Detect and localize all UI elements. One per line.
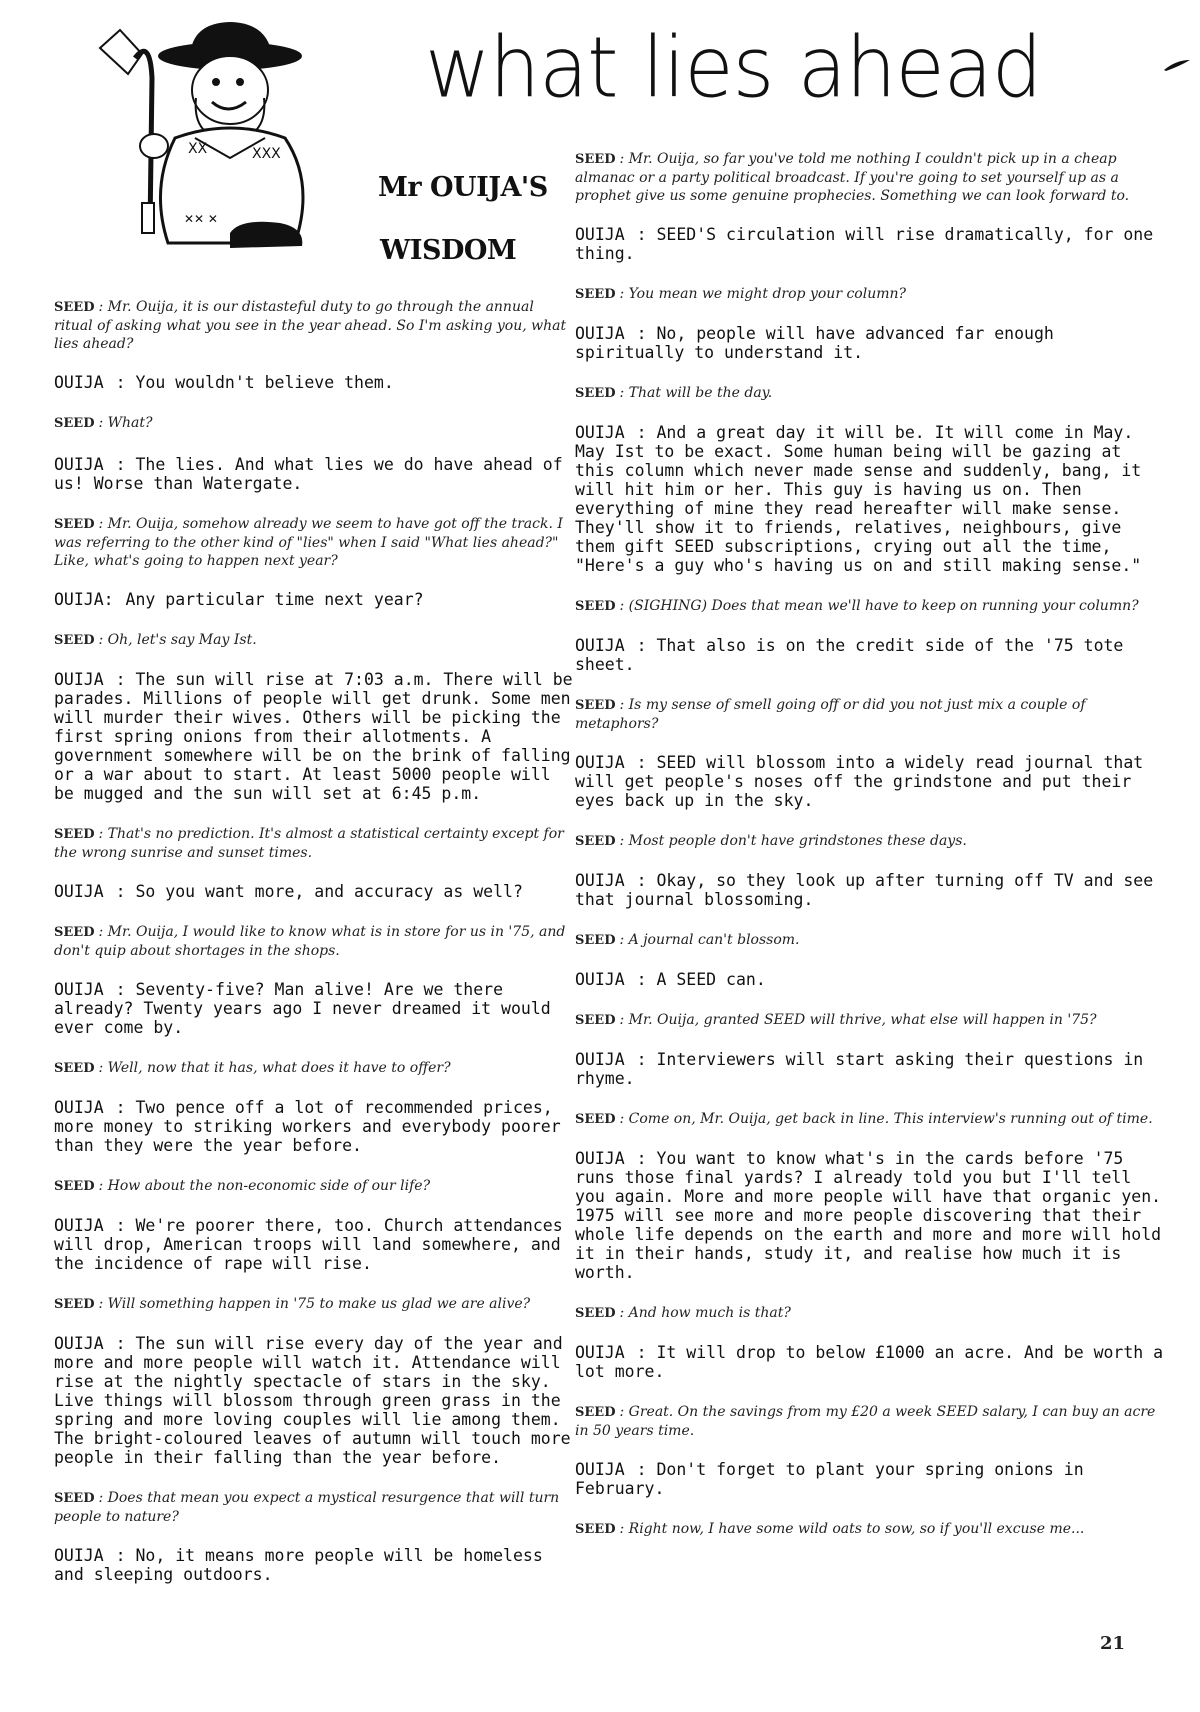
seed-question: SEED : Mr. Ouija, granted SEED will thrive, what else will happen in '75? <box>575 1012 1097 1028</box>
ouija-answer: OUIJA : Don't forget to plant your spring onions in February. <box>575 1460 1084 1498</box>
ouija-answer: OUIJA : Interviewers will start asking their questions in rhyme. <box>575 1050 1144 1088</box>
seed-question: SEED : Is my sense of smell going off or did you not just mix a couple of metaphors? <box>575 697 1086 732</box>
ouija-answer: OUIJA : The sun will rise at 7:03 a.m. There will be parades. Millions of people will get drunk. Some men will murder their wives. Others will be picking the first spring onions from their allotments. A government somewhere will be on the brink of falling or a war about to start. At least 5000 people will be mugged and the sun will set at 6:45 p.m. <box>54 670 573 803</box>
seed-question: SEED : Will something happen in '75 to make us glad we are alive? <box>54 1296 531 1312</box>
ink-mark <box>1162 58 1192 72</box>
seed-question: SEED : How about the non-economic side of our life? <box>54 1178 431 1194</box>
seed-question: SEED : That will be the day. <box>575 385 773 401</box>
column-name-wisdom: WISDOM <box>380 235 517 266</box>
page-title: what lies ahead <box>425 18 1042 117</box>
svg-text:XXX: XXX <box>252 146 281 162</box>
seed-question: SEED : Does that mean you expect a mystical resurgence that will turn people to nature? <box>54 1490 560 1525</box>
ouija-answer: OUIJA : SEED will blossom into a widely read journal that will get people's noses off the grindstone and put their eyes back up in the sky. <box>575 753 1144 810</box>
seed-question: SEED : (SIGHING) Does that mean we'll have to keep on running your column? <box>575 598 1139 614</box>
seed-question: SEED : Mr. Ouija, it is our distasteful duty to go through the annual ritual of asking what you see in the year ahead. So I'm asking you, what lies ahead? <box>54 299 567 352</box>
ouija-answer: OUIJA : The sun will rise every day of the year and more and more people will watch it. Attendance will rise at the nightly spectacle of stars in the sky. Live things will blossom through green grass in the spring and more loving couples will lie among them. The bright-coloured leaves of autumn will touch more people in their falling than the year before. <box>54 1334 571 1467</box>
seed-question: SEED : Mr. Ouija, somehow already we seem to have got off the track. I was referring to the other kind of "lies" when I said "What lies ahead?" Like, what's going to happen next year? <box>54 516 563 569</box>
seed-question: SEED : Oh, let's say May Ist. <box>54 632 257 648</box>
seed-question: SEED : And how much is that? <box>575 1305 791 1321</box>
seed-question: SEED : What? <box>54 415 153 431</box>
ouija-answer: OUIJA : Seventy-five? Man alive! Are we there already? Twenty years ago I never dreamed it would ever come by. <box>54 980 551 1037</box>
right-column <box>575 150 1170 1539</box>
seed-question: SEED : Most people don't have grindstones these days. <box>575 833 967 849</box>
svg-text:XX: XX <box>188 141 208 157</box>
ouija-answer: OUIJA : No, people will have advanced far enough spiritually to understand it. <box>575 324 1054 362</box>
ouija-answer: OUIJA : We're poorer there, too. Church attendances will drop, American troops will land somewhere, and the incidence of rape will rise. <box>54 1216 563 1273</box>
ouija-answer: OUIJA : SEED'S circulation will rise dramatically, for one thing. <box>575 225 1154 263</box>
ouija-answer: OUIJA : You wouldn't believe them. <box>54 373 394 392</box>
seed-question: SEED : A journal can't blossom. <box>575 932 800 948</box>
seed-question: SEED : You mean we might drop your column? <box>575 286 907 302</box>
left-column <box>54 298 574 1584</box>
column-name: Mr OUIJA'S <box>378 172 548 203</box>
ouija-answer: OUIJA : Two pence off a lot of recommended prices, more money to striking workers and everybody poorer than they were the year before. <box>54 1098 561 1155</box>
seed-question: SEED : Mr. Ouija, I would like to know what is in store for us in '75, and don't quip about shortages in the shops. <box>54 924 566 959</box>
farmer-with-hoe-illustration <box>80 18 340 258</box>
seed-question: SEED : Mr. Ouija, so far you've told me nothing I couldn't pick up in a cheap almanac or a party political broadcast. If you're going to set yourself up as a prophet give us some genuine prophecies. Something we can look forward to. <box>575 151 1130 204</box>
ouija-answer: OUIJA : No, it means more people will be homeless and sleeping outdoors. <box>54 1546 543 1584</box>
ouija-answer: OUIJA : You want to know what's in the cards before '75 runs those final yards? I already told you but I'll tell you again. More and more people will have that organic yen. 1975 will see more and more people discovering that their whole life depends on the earth and more and more will hold it in their hands, study it, and realise how much it is worth. <box>575 1149 1162 1282</box>
ouija-answer: OUIJA: Any particular time next year? <box>54 590 424 609</box>
ouija-answer: OUIJA : A SEED can. <box>575 970 766 989</box>
seed-question: SEED : Right now, I have some wild oats to sow, so if you'll excuse me... <box>575 1521 1085 1537</box>
ouija-answer: OUIJA : It will drop to below £1000 an acre. And be worth a lot more. <box>575 1343 1164 1381</box>
seed-question: SEED : Great. On the savings from my £20 a week SEED salary, I can buy an acre in 50 years time. <box>575 1404 1156 1439</box>
seed-question: SEED : Come on, Mr. Ouija, get back in line. This interview's running out of time. <box>575 1111 1153 1127</box>
svg-text:✕✕ ✕: ✕✕ ✕ <box>184 212 218 226</box>
ouija-answer: OUIJA : And a great day it will be. It will come in May. May Ist to be exact. Some human being will be gazing at this column which never made sense and suddenly, bang, it will hit him or her. This guy is having us on. Then everything of mine they read hereafter will make sense. They'll show it to friends, relatives, neighbours, give them gift SEED subscriptions, crying out all the time, "Here's a guy who's having us on and still making sense." <box>575 423 1142 575</box>
ouija-answer: OUIJA : Okay, so they look up after turning off TV and see that journal blossoming. <box>575 871 1154 909</box>
ouija-answer: OUIJA : That also is on the credit side of the '75 tote sheet. <box>575 636 1124 674</box>
ouija-answer: OUIJA : So you want more, and accuracy as well? <box>54 882 523 901</box>
seed-question: SEED : That's no prediction. It's almost a statistical certainty except for the wrong sunrise and sunset times. <box>54 826 564 861</box>
seed-question: SEED : Well, now that it has, what does it have to offer? <box>54 1060 451 1076</box>
page-number: 21 <box>1100 1633 1126 1654</box>
ouija-answer: OUIJA : The lies. And what lies we do have ahead of us! Worse than Watergate. <box>54 455 563 493</box>
